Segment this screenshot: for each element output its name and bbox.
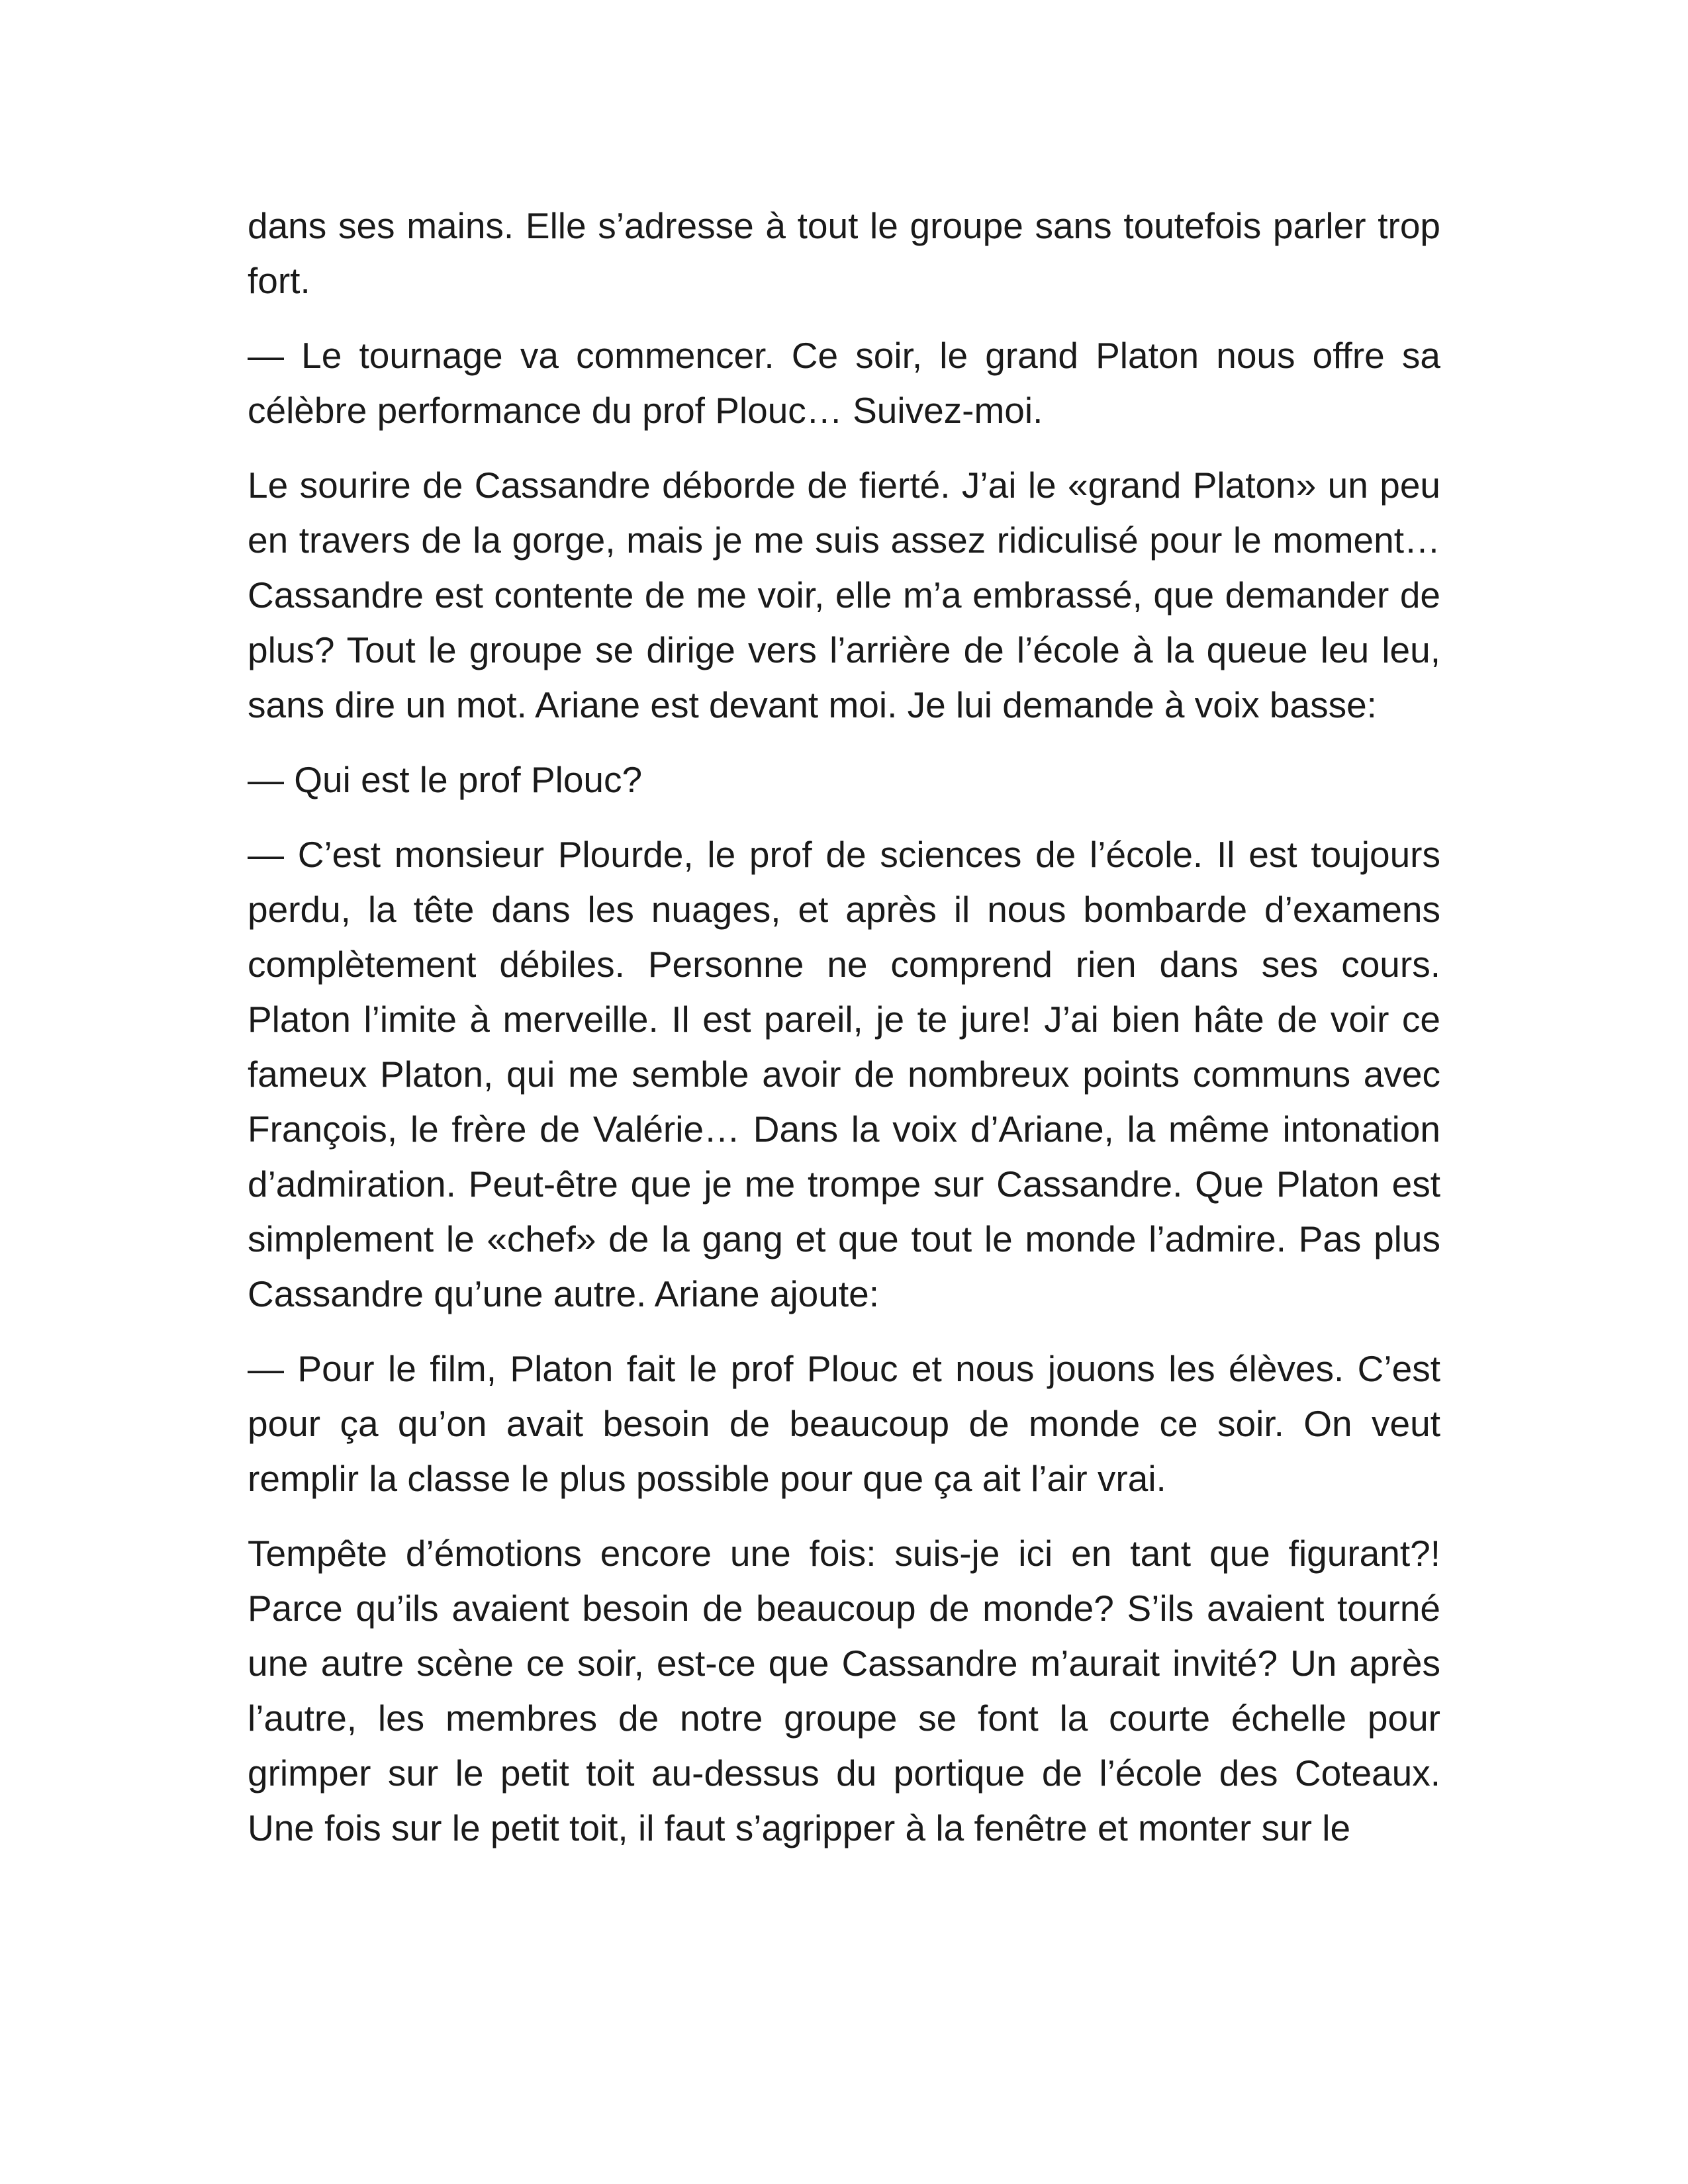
paragraph-3: Le sourire de Cassandre déborde de fierté. J’ai le «grand Platon» un peu en travers de la gorge, mais je me suis assez ridiculisé pour le moment… Cassandre est contente de me voir, elle m’a embrassé, que demander de plus? Tout le groupe se dirige vers l’arrière de l’école à la queue leu leu, sans dire un mot. Ariane est devant moi. Je lui demande à voix basse: [248,465,1440,725]
paragraph-6: — Pour le film, Platon fait le prof Plouc et nous jouons les élèves. C’est pour ça qu’on avait besoin de beaucoup de monde ce soir. On veut remplir la classe le plus possible pour que ça ait l’air vrai. [248,1348,1440,1499]
paragraph-4: — Qui est le prof Plouc? [248,759,643,800]
paragraph-2: — Le tournage va commencer. Ce soir, le grand Platon nous offre sa célèbre performance du prof Plouc… Suivez-moi. [248,335,1440,431]
paragraph-7: Tempête d’émotions encore une fois: suis-je ici en tant que figurant?! Parce qu’ils avaient besoin de beaucoup de monde? S’ils avaient tourné une autre scène ce soir, est-ce que Cassandre m’aurait invité? Un après l’autre, les membres de notre groupe se font la courte échelle pour grimper sur le petit toit au-dessus du portique de l’école des Coteaux. Une fois sur le petit toit, il faut s’agripper à la fenêtre et monter sur le [248,1533,1440,1848]
paragraph-5: — C’est monsieur Plourde, le prof de sciences de l’école. Il est toujours perdu, la tête dans les nuages, et après il nous bombarde d’examens complètement débiles. Personne ne comprend rien dans ses cours. Platon l’imite à merveille. Il est pareil, je te jure! J’ai bien hâte de voir ce fameux Platon, qui me semble avoir de nombreux points communs avec François, le frère de Valérie… Dans la voix d’Ariane, la même intonation d’admiration. Peut-être que je me trompe sur Cassandre. Que Platon est simplement le «chef» de la gang et que tout le monde l’admire. Pas plus Cassandre qu’une autre. Ariane ajoute: [248,834,1440,1314]
paragraph-1: dans ses mains. Elle s’adresse à tout le groupe sans toutefois parler trop fort. [248,205,1440,301]
text-body [248,199,1440,1876]
